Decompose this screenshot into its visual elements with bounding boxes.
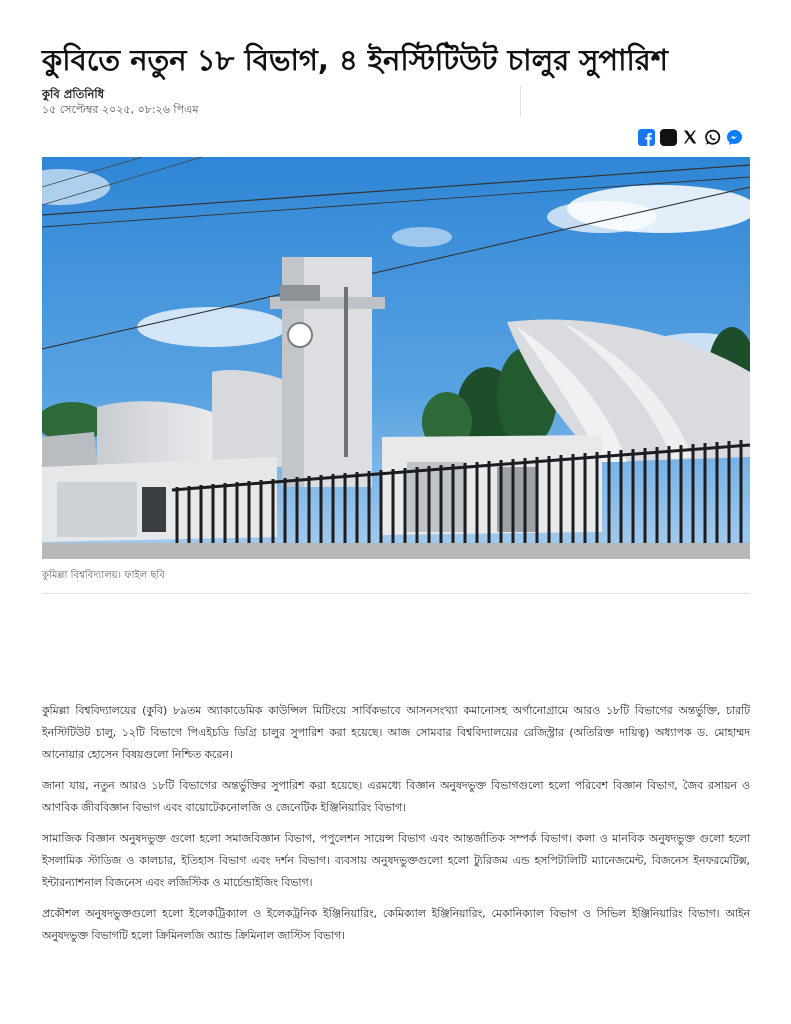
body-paragraph: কুমিল্লা বিশ্ববিদ্যালয়ের (কুবি) ৮৯তম অ্যাকাডেমিক কাউন্সিল মিটিংয়ে সার্বিকভাবে আসনসংখ্যা কমানোসহ অর্গানোগ্রামে আরও ১৮টি বিভাগের অন্তর্ভুক্তি, চারটি ইনস্টিটিউট চালু, ১২টি বিভাগে পিএইচডি ডিগ্রি চালুর সুপারিশ করা হয়েছে। আজ সোমবার বিশ্ববিদ্যালয়ের রেজিস্ট্রার (অতিরিক্ত দায়িত্ব) অধ্যাপক ড. মোহাম্মদ আনোয়ার হোসেন বিষয়গুলো নিশ্চিত করেন। [42,704,750,761]
article-body [42,700,750,956]
whatsapp-icon[interactable] [703,128,721,146]
body-paragraph: সামাজিক বিজ্ঞান অনুষদভুক্ত গুলো হলো সমাজবিজ্ঞান বিভাগ, পপুলেশন সায়েন্স বিভাগ এবং আন্তর্জাতিক সম্পর্ক বিভাগ। কলা ও মানবিক অনুষদভুক্ত গুলো হলো ইসলামিক স্টাডিজ ও কালচার, ইতিহাস বিভাগ এবং দর্শন বিভাগ। ব্যবসায় অনুষদভুক্তগুলো হলো ট্যুরিজম এন্ড হসপিটালিটি ম্যানেজমেন্ট, বিজনেস ইনফরমেটিক্স, ইন্টারন্যাশনাল বিজনেস এবং লজিস্টিক ও মার্চেন্ডাইজিং বিভাগ। [42,832,750,889]
article-headline: কুবিতে নতুন ১৮ বিভাগ, ৪ ইনস্টিটিউট চালুর সুপারিশ [42,43,668,77]
author-name[interactable]: কুবি প্রতিনিধি [42,87,105,101]
body-paragraph: প্রকৌশল অনুষদভুক্তগুলো হলো ইলেকট্রিক্যাল ও ইলেকট্রনিক ইঞ্জিনিয়ারিং, কেমিক্যাল ইঞ্জিনিয়ারিং, মেকানিক্যাল বিভাগ ও সিভিল ইঞ্জিনিয়ারিং বিভাগ। আইন অনুষদভুক্ত বিভাগটি হলো ক্রিমিনলজি অ্যান্ড ক্রিমিনাল জাস্টিস বিভাগ। [42,907,750,942]
publish-date: ১৫ সেপ্টেম্বর ২০২৫, ০৮:২৬ পিএম [42,103,199,116]
x-icon[interactable] [681,128,699,146]
instagram-icon[interactable] [659,128,677,146]
caption-divider [42,593,750,594]
facebook-icon[interactable] [637,128,655,146]
body-paragraph: জানা যায়, নতুন আরও ১৮টি বিভাগের অন্তর্ভুক্তির সুপারিশ করা হয়েছে। এরমধ্যে বিজ্ঞান অনুষদভুক্ত বিভাগগুলো হলো পরিবেশ বিজ্ঞান বিভাগ, জৈব রসায়ন ও আণবিক জীববিজ্ঞান বিভাগ এবং বায়োটেকনোলজি ও জেনেটিক ইঞ্জিনিয়ারিং বিভাগ। [42,779,750,814]
byline-divider [520,86,521,116]
messenger-icon[interactable] [725,128,743,146]
byline [42,86,522,118]
campus-photo [42,157,750,559]
image-caption: কুমিল্লা বিশ্ববিদ্যালয়। ফাইল ছবি [42,570,165,581]
share-bar [637,128,743,146]
